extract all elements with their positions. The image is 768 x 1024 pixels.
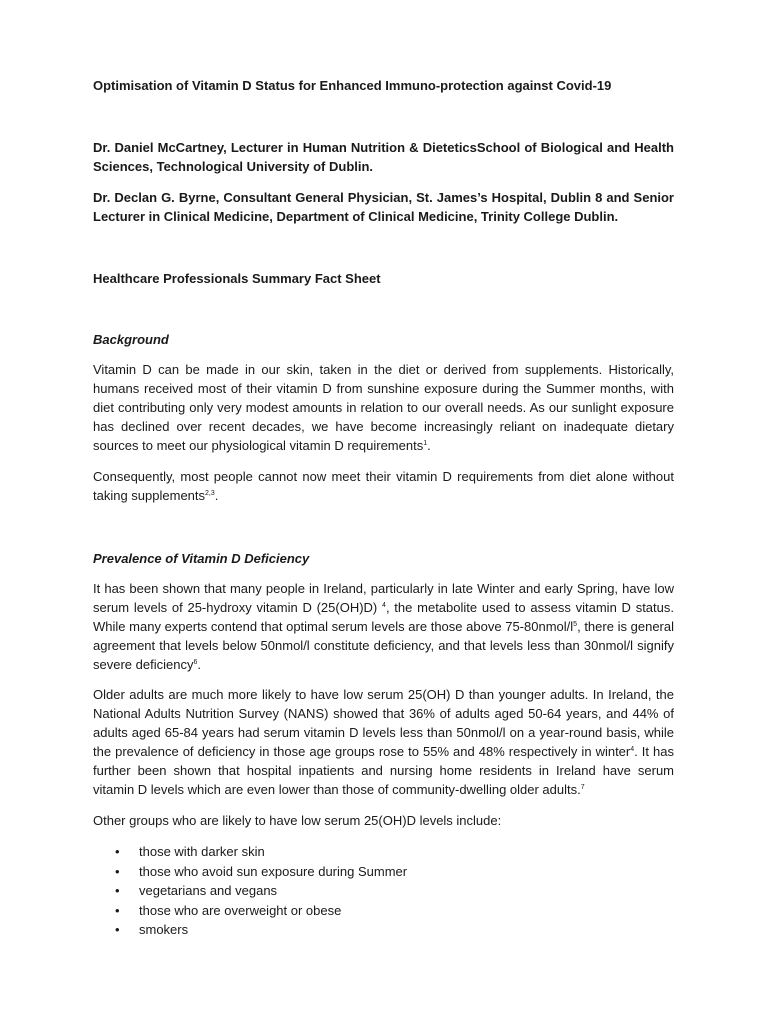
author-2: Dr. Declan G. Byrne, Consultant General Physician, St. James’s Hospital, Dublin 8 and Senior Lecturer in Clinical Medicine, Department of Clinical Medicine, Trinity College Dublin.	[93, 190, 674, 224]
bullet-icon: •	[115, 844, 120, 859]
list-item: • vegetarians and vegans	[115, 883, 278, 898]
prevalence-paragraph-2: Older adults are much more likely to have low serum 25(OH) D than younger adults. In Ireland, the National Adults Nutrition Survey (NANS) showed that 36% of adults aged 50-64 years, and 44% of adults aged 65-84 years had serum vitamin D levels less than 50nmol/l on a year-round basis, while the prevalence of deficiency in those age groups rose to 55% and 48% respectively in winter$^4$. It has further been shown that hospital inpatients and nursing home residents in Ireland have serum vitamin D levels which are even lower than those of community-dwelling older adults.$^7$	[93, 687, 674, 797]
reference-2-3: 2,3	[205, 490, 215, 497]
background-paragraph-1: Vitamin D can be made in our skin, taken in the diet or derived from supplements. Historically, humans received most of their vitamin D from sunshine exposure during the Summer months, with diet contributing only very modest amounts in relation to our overall needs. As our sunlight exposure has declined over recent decades, we have become increasingly reliant on inadequate dietary sources to meet our physiological vitamin D requirements$^1$.	[93, 362, 674, 453]
document-title: Optimisation of Vitamin D Status for Enhanced Immuno-protection against Covid-19	[93, 78, 612, 93]
list-item: • those who avoid sun exposure during Summer	[115, 863, 408, 879]
prevalence-paragraph-3: Other groups who are likely to have low serum 25(OH)D levels include:	[93, 813, 502, 828]
background-paragraph-2: Consequently, most people cannot now meet their vitamin D requirements from diet alone without taking supplements$^{2,3}$.	[93, 469, 674, 503]
reference-7: 7	[580, 784, 585, 791]
reference-1: 1	[423, 440, 428, 447]
list-item: • those who are overweight or obese	[115, 902, 342, 918]
reference-5: 5	[573, 621, 578, 628]
background-heading: Background	[93, 332, 169, 347]
risk-group-list	[93, 842, 407, 940]
reference-4: 4	[382, 602, 386, 609]
reference-4b: 4	[630, 746, 635, 753]
bullet-icon: •	[115, 883, 120, 898]
author-1: Dr. Daniel McCartney, Lecturer in Human Nutrition & DieteticsSchool of Biological and Health Sciences, Technological University of Dublin.	[93, 140, 674, 174]
bullet-icon: •	[115, 922, 120, 937]
prevalence-heading: Prevalence of Vitamin D Deficiency	[93, 551, 310, 566]
list-item: • smokers	[115, 922, 189, 937]
list-item: • those with darker skin	[115, 844, 265, 859]
fact-sheet-subtitle: Healthcare Professionals Summary Fact Sheet	[93, 271, 381, 286]
prevalence-paragraph-1: It has been shown that many people in Ireland, particularly in late Winter and early Spring, have low serum levels of 25-hydroxy vitamin D (25(OH)D) $^4$, the metabolite used to assess vitamin D status. While many experts contend that optimal serum levels are those above $75-80nmol/l^5$, there is general agreement that levels below 50nmol/l constitute deficiency, and that levels less than 30nmol/l signify severe deficiency$^6$.	[93, 581, 674, 672]
bullet-icon: •	[115, 863, 120, 879]
bullet-icon: •	[115, 902, 120, 918]
reference-6: 6	[193, 659, 198, 666]
